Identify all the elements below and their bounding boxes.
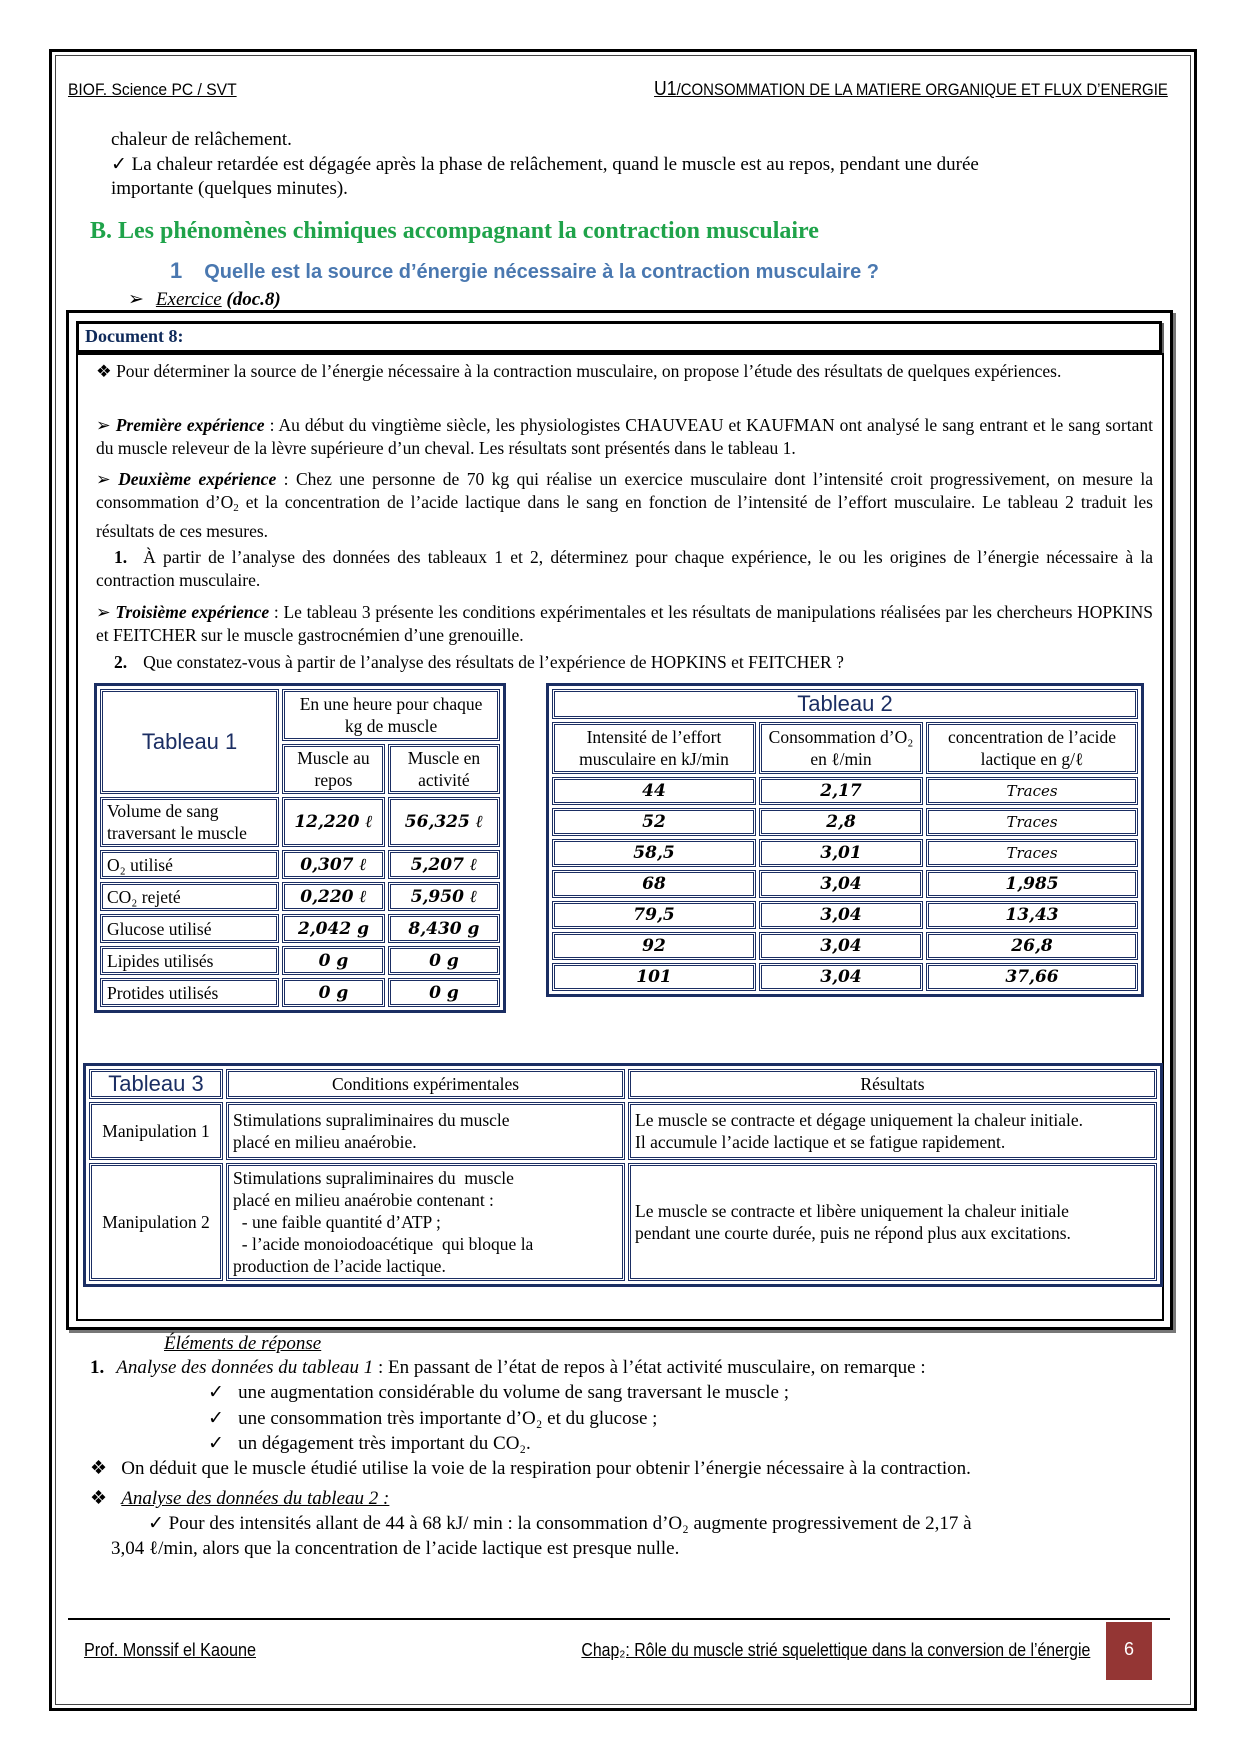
table-row: 58,5 3,01 Traces [552,839,1138,867]
table-row: 44 2,17 Traces [552,777,1138,805]
table-row: Manipulation 1 Stimulations supraliminaires du muscle placé en milieu anaérobie. Le muscle se contracte et dégage uniquement la chaleur initiale. Il accumule l’acide lactique et se fatigue rapidement. [89,1102,1157,1160]
intro-line: ✓ La chaleur retardée est dégagée après la phase de relâchement, quand le muscle est au repos, pendant une durée [111,154,979,175]
intro-line: chaleur de relâchement. [111,129,292,150]
table-2 [546,683,1144,997]
footer-chapter: Chap₂: Rôle du muscle strié squelettique dans la conversion de l’énergie [581,1640,1090,1660]
page-header [68,78,1168,102]
table-2-title: Tableau 2 [552,689,1138,719]
answers-heading: Éléments de réponse [164,1333,322,1354]
page-number: 6 [1106,1622,1152,1680]
document-title: Document 8: [85,326,184,346]
check-item: ✓ un dégagement très important du CO₂. [208,1433,531,1454]
table-1-col-active: Muscle en activité [388,744,500,794]
table-row: 52 2,8 Traces [552,808,1138,836]
doc-paragraph-exp2: ➢ Deuxième expérience : Chez une personne de 70 kg qui réalise un exercice musculaire dont l’intensité croit progressivement, on mesure la consommation $d’O_2$ et la concentration de l’acide lactique dans le sang en fonction de l’intensité de l’effort musculaire. Le tableau 2 traduit les résultats de ces mesures. [96,469,1153,541]
section-heading: B. Les phénomènes chimiques accompagnant la contraction musculaire [90,218,819,244]
doc-paragraph-exp1: ➢ Première expérience : Au début du vingtième siècle, les physiologistes CHAUVEAU et KAUFMAN ont analysé le sang entrant et le sang sortant du muscle releveur de la lèvre supérieure d’un cheval. Les résultats sont présentés dans le tableau 1. [96,415,1154,458]
question-1: 1. À partir de l’analyse des données des tableaux 1 et 2, déterminez pour chaque expérience, le ou les origines de l’énergie nécessaire à la contraction musculaire. [96,547,1153,590]
table-row: 68 3,04 1,985 [552,870,1138,898]
table-3-col-results: Résultats [628,1069,1157,1099]
table-row: Protides utilisés 0 g 0 g [100,978,500,1007]
table-1-col-rest: Muscle au repos [282,744,385,794]
exercise-label: ➢ Exercice (doc.8) [128,289,281,310]
answer-2-line: 3,04 ℓ/min, alors que la concentration de l’acide lactique est presque nulle. [111,1538,680,1559]
table-row: Manipulation 2 Stimulations supraliminaires du muscle placé en milieu anaérobie contenant : - une faible quantité d’ATP ; - l’acide monoiodoacétique qui bloque la production de l’acide lactique. Le muscle se contracte et libère uniquement la chaleur initiale pendant une courte durée, puis ne répond plus aux excitations. [89,1163,1157,1281]
table-row: Volume de sang traversant le muscle 12,220 ℓ 56,325 ℓ [100,797,500,847]
check-item: ✓ une augmentation considérable du volume de sang traversant le muscle ; [208,1382,789,1403]
answer-1: 1. Analyse des données du tableau 1 : En passant de l’état de repos à l’état activité musculaire, on remarque : [90,1357,926,1378]
table-row: Glucose utilisé 2,042 g 8,430 g [100,914,500,943]
check-item: ✓ une consommation très importante d’O₂ et du glucose ; [208,1408,658,1429]
doc-paragraph-exp3: ➢ Troisième expérience : Le tableau 3 présente les conditions expérimentales et les résultats de manipulations réalisées par les chercheurs HOPKINS et FEITCHER sur le muscle gastrocnémien d’une grenouille. [96,602,1153,645]
table-row: 92 3,04 26,8 [552,932,1138,960]
footer-author: Prof. Monssif el Kaoune [84,1640,256,1660]
table-2-header: Intensité de l’effort musculaire en kJ/min [552,722,756,774]
header-course: BIOF. Science PC / SVT [68,80,237,99]
table-row: 79,5 3,04 13,43 [552,901,1138,929]
intro-line: importante (quelques minutes). [111,178,348,199]
deduction: ❖ On déduit que le muscle étudié utilise la voie de la respiration pour obtenir l’énergie nécessaire à la contraction. [90,1458,971,1479]
question-2: 2. Que constatez-vous à partir de l’analyse des résultats de l’expérience de HOPKINS et FEITCHER ? [114,652,844,672]
subsection-heading: 1 Quelle est la source d’énergie nécessaire à la contraction musculaire ? [170,258,879,283]
table-1-title: Tableau 1 [100,689,279,794]
table-row: 101 3,04 37,66 [552,963,1138,991]
answer-2-line: ✓ Pour des intensités allant de 44 à 68 kJ/ min : la consommation d’O₂ augmente progressivement de 2,17 à [148,1513,972,1534]
doc-paragraph: ❖ Pour déterminer la source de l’énergie nécessaire à la contraction musculaire, on propose l’étude des résultats de quelques expériences. [96,361,1062,381]
page-footer [68,1618,1170,1680]
table-1-group-header: En une heure pour chaque kg de muscle [282,689,500,741]
table-3-title: Tableau 3 [89,1069,223,1099]
table-2-header: concentration de l’acide lactique en g/ℓ [926,722,1138,774]
table-3-col-conditions: Conditions expérimentales [226,1069,625,1099]
document-title-box [76,321,1162,353]
table-3 [83,1063,1163,1287]
header-unit: U1/CONSOMMATION DE LA MATIERE ORGANIQUE ET FLUX D’ENERGIE [654,78,1168,100]
table-row: O₂ utilisé 0,307 ℓ 5,207 ℓ [100,850,500,879]
arrow-icon: ➢ [128,289,144,310]
table-row: Lipides utilisés 0 g 0 g [100,946,500,975]
table-1 [94,683,506,1013]
table-2-header: Consommation d’O₂ en ℓ/min [759,722,923,774]
answer-2-heading: ❖ Analyse des données du tableau 2 : [90,1488,390,1509]
table-row: CO₂ rejeté 0,220 ℓ 5,950 ℓ [100,882,500,911]
